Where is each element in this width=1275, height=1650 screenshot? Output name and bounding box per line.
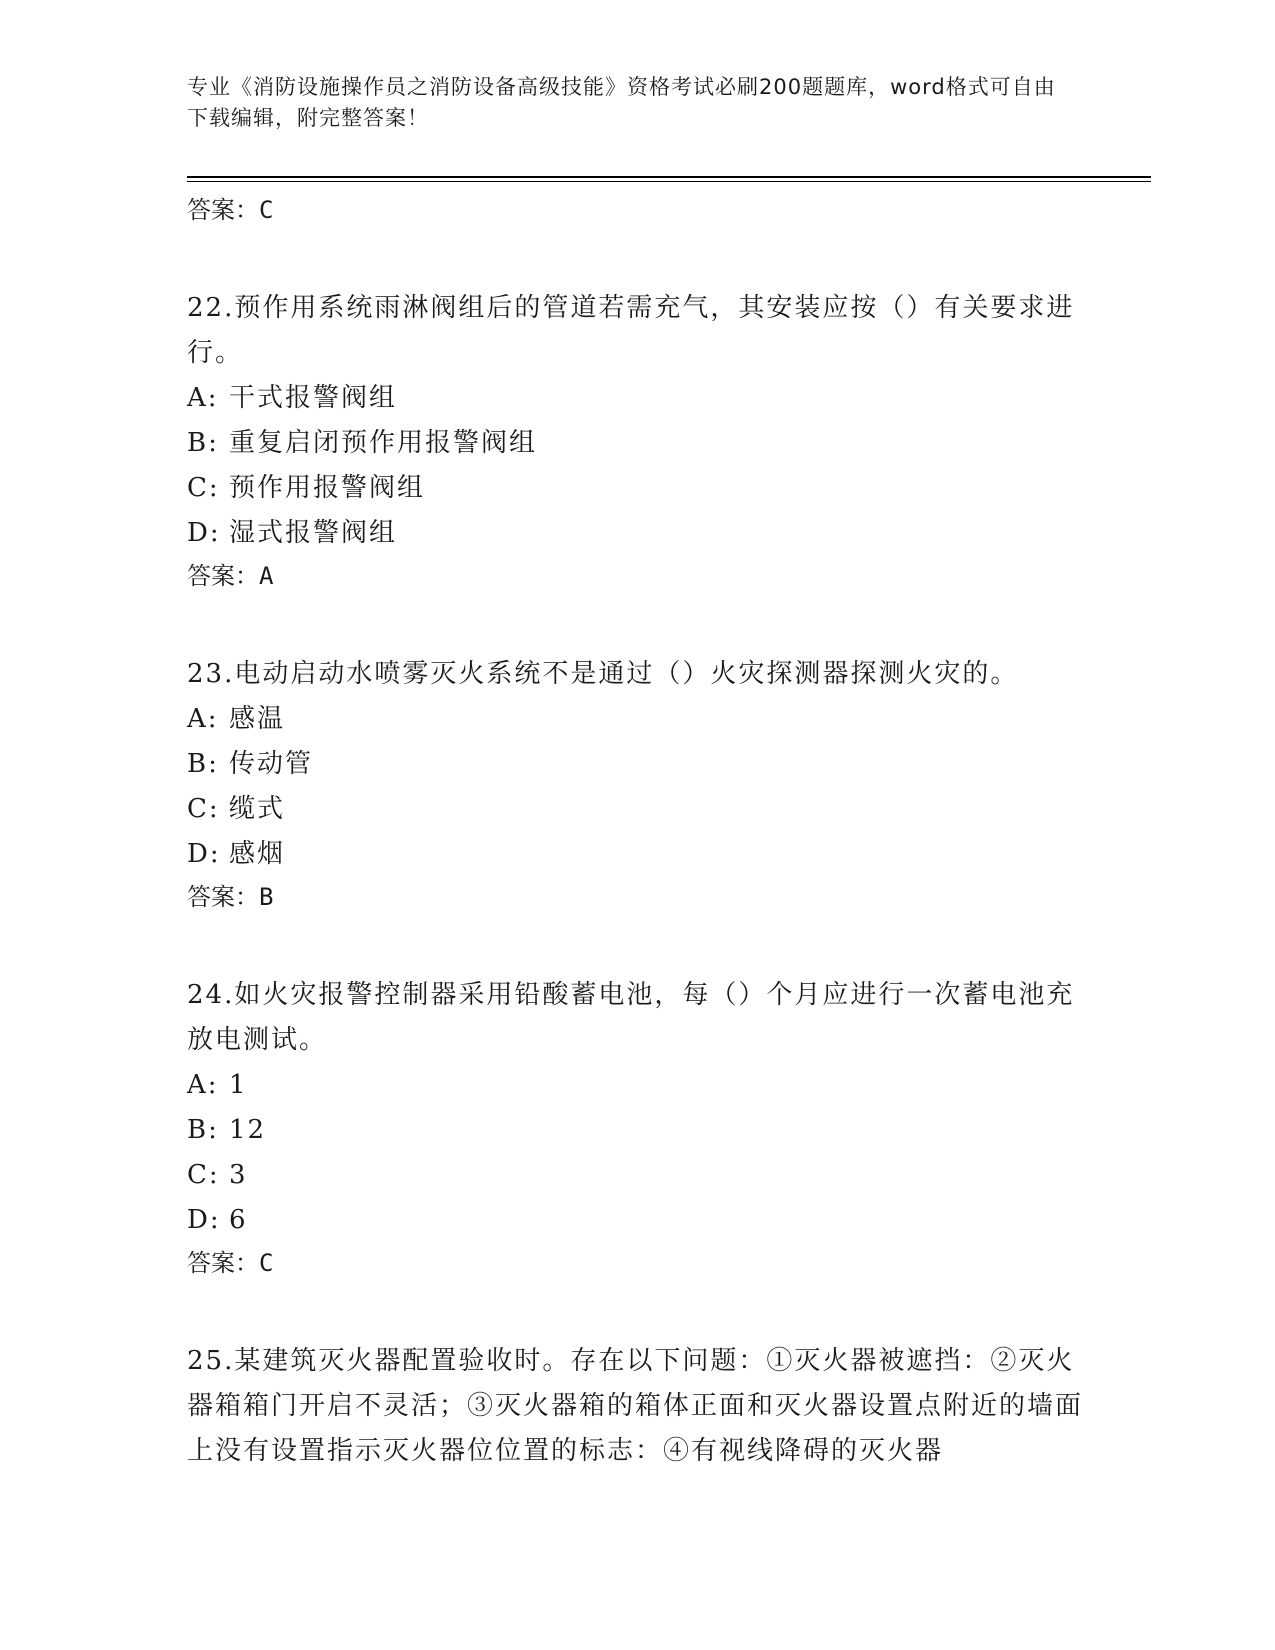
option-a xyxy=(187,697,1087,742)
option-key: D: xyxy=(187,518,221,548)
question-22: 22.预作用系统雨淋阀组后的管道若需充气，其安装应按（）有关要求进行。 xyxy=(187,293,1075,368)
answer-line xyxy=(187,1243,1087,1283)
option-text: 感温 xyxy=(229,704,286,734)
option-text: 3 xyxy=(229,1160,248,1190)
answer-line xyxy=(187,190,1087,230)
option-c xyxy=(187,787,1087,832)
header-rule-thick xyxy=(187,176,1151,178)
answer-label: 答案： xyxy=(187,562,259,590)
option-key: D: xyxy=(187,839,221,869)
option-text: 12 xyxy=(229,1115,267,1145)
option-key: C: xyxy=(187,473,220,503)
option-b xyxy=(187,742,1087,787)
option-text: 湿式报警阀组 xyxy=(229,518,398,548)
option-key: A: xyxy=(187,1070,219,1100)
option-key: C: xyxy=(187,794,220,824)
option-c xyxy=(187,466,1087,511)
option-key: B: xyxy=(187,1115,219,1145)
option-key: B: xyxy=(187,749,219,779)
question-23: 23.电动启动水喷雾灭火系统不是通过（）火灾探测器探测火灾的。 xyxy=(187,659,1019,689)
header-rule-thin xyxy=(187,181,1151,182)
option-key: D: xyxy=(187,1205,221,1235)
answer-label: 答案： xyxy=(187,196,259,224)
question-25: 25.某建筑灭火器配置验收时。存在以下问题：①灭火器被遮挡：②灭火器箱箱门开启不灵活；③灭火器箱的箱体正面和灭火器设置点附近的墙面上没有设置指示灭火器位位置的标志：④有视线降碍的灭火器 xyxy=(187,1346,1084,1466)
option-key: C: xyxy=(187,1160,220,1190)
option-b xyxy=(187,421,1087,466)
answer-value: C xyxy=(259,1249,274,1277)
option-key: A: xyxy=(187,383,219,413)
answer-label: 答案： xyxy=(187,883,259,911)
option-d xyxy=(187,832,1087,877)
option-a xyxy=(187,376,1087,421)
answer-value: A xyxy=(259,562,274,590)
option-text: 6 xyxy=(229,1205,248,1235)
option-key: B: xyxy=(187,428,219,458)
option-text: 传动管 xyxy=(229,749,314,779)
question-24: 24.如火灾报警控制器采用铅酸蓄电池，每（）个月应进行一次蓄电池充放电测试。 xyxy=(187,980,1075,1055)
option-text: 1 xyxy=(229,1070,248,1100)
document-body xyxy=(187,190,1087,1474)
answer-label: 答案： xyxy=(187,1249,259,1277)
option-a xyxy=(187,1063,1087,1108)
answer-value: C xyxy=(259,196,274,224)
option-c xyxy=(187,1153,1087,1198)
option-d xyxy=(187,1198,1087,1243)
option-text: 感烟 xyxy=(229,839,286,869)
answer-value: B xyxy=(259,883,274,911)
answer-line xyxy=(187,556,1087,596)
option-b xyxy=(187,1108,1087,1153)
option-text: 预作用报警阀组 xyxy=(229,473,426,503)
answer-line xyxy=(187,877,1087,917)
option-text: 重复启闭预作用报警阀组 xyxy=(229,428,538,458)
option-d xyxy=(187,511,1087,556)
option-text: 缆式 xyxy=(229,794,286,824)
document-header: 专业《消防设施操作员之消防设备高级技能》资格考试必刷200题题库，word格式可自由下载编辑，附完整答案！ xyxy=(187,75,1056,130)
option-key: A: xyxy=(187,704,219,734)
option-text: 干式报警阀组 xyxy=(229,383,398,413)
